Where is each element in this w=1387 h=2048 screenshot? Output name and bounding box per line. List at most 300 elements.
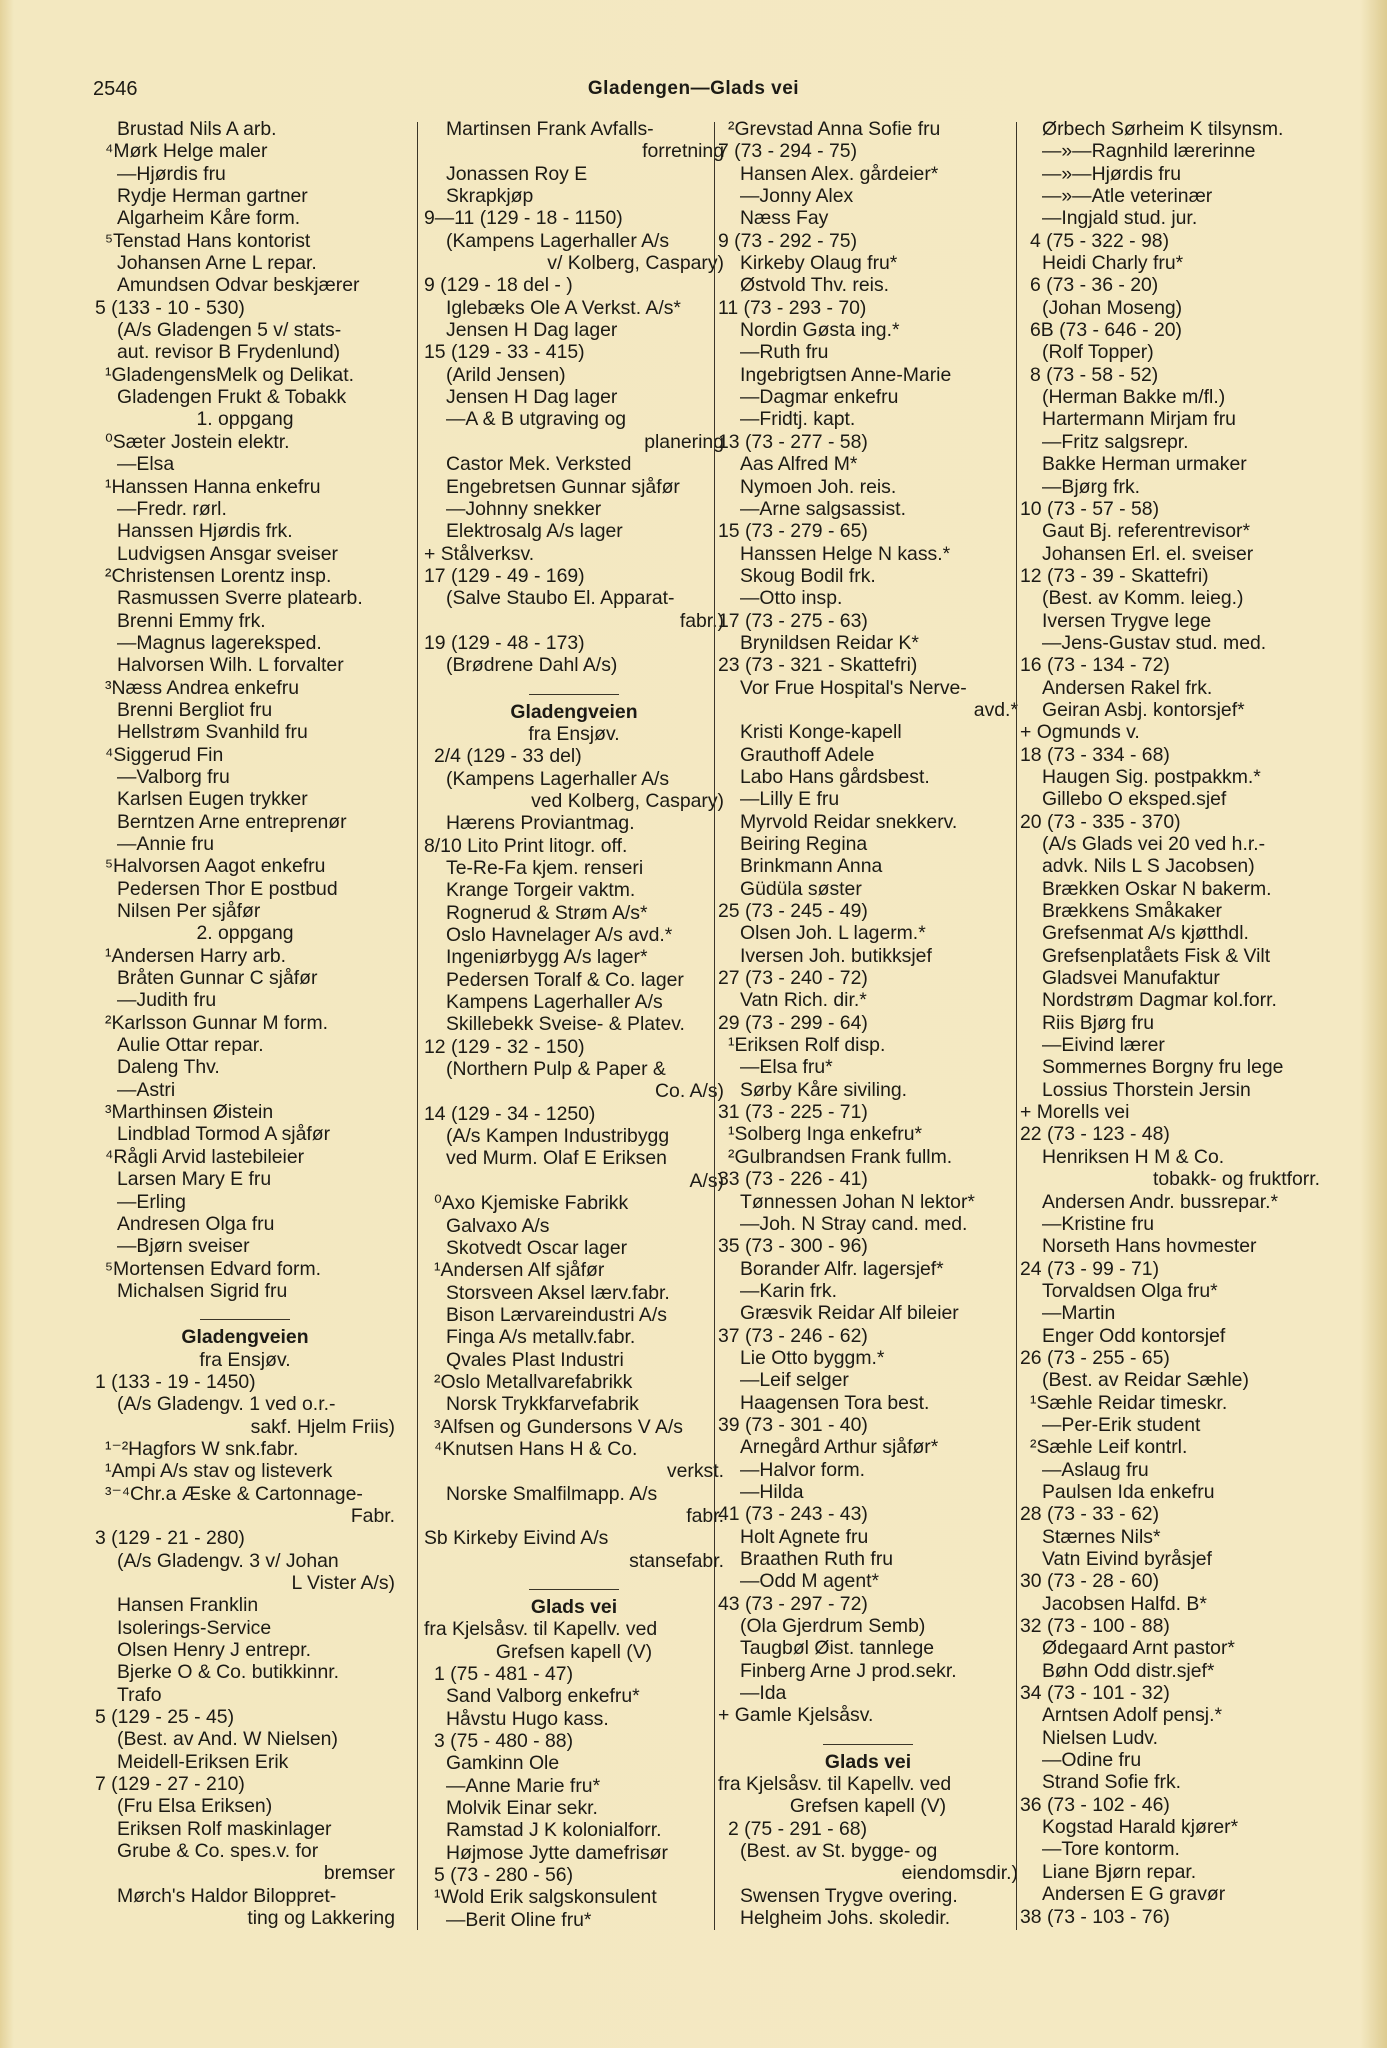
directory-entry: ²Karlsson Gunnar M form. [105,1011,329,1034]
directory-entry: Ødegaard Arnt pastor* [1042,1637,1235,1660]
directory-entry: —Ida [740,1682,787,1705]
directory-entry: L Vister A/s) [291,1572,395,1594]
directory-entry: —Ingjald stud. jur. [1042,207,1198,230]
directory-entry: —A & B utgraving og [446,408,627,431]
directory-entry: Brinkmann Anna [740,855,883,878]
directory-entry: Johansen Arne L repar. [117,252,317,275]
directory-entry: 12 (129 - 32 - 150) [424,1035,585,1058]
directory-entry: ¹⁻²Hagfors W snk.fabr. [105,1437,299,1460]
directory-entry: 22 (73 - 123 - 48) [1020,1123,1170,1146]
directory-entry: —Johnny snekker [446,497,602,520]
directory-entry: (Best. av Komm. leieg.) [1042,587,1244,610]
directory-entry: 4 (75 - 322 - 98) [1030,229,1170,252]
directory-entry: Braathen Ruth fru [740,1548,894,1570]
directory-entry: Berntzen Arne entreprenør [117,810,347,833]
directory-entry: fabr.) [679,609,724,632]
directory-entry: ³⁻⁴Chr.a Æske & Cartonnage- [105,1482,363,1505]
directory-entry: 2 (75 - 291 - 68) [728,1817,868,1840]
directory-entry: Nordin Gøsta ing.* [740,319,900,342]
directory-entry: Hansen Alex. gårdeier* [740,162,939,185]
directory-entry: Brækken Oskar N bakerm. [1042,877,1272,900]
directory-entry: Heidi Charly fru* [1042,252,1184,275]
directory-entry: —Valborg fru [117,765,230,788]
directory-entry: Myrvold Reidar snekkerv. [740,810,958,833]
directory-entry: Ingebrigtsen Anne-Marie [740,363,952,386]
directory-entry: ⁵Halvorsen Aagot enkefru [105,855,326,878]
street-heading: Gladengveien [181,1326,309,1349]
directory-entry: Ørbech Sørheim K tilsynsm. [1042,118,1284,140]
directory-entry: —Anne Marie fru* [446,1774,601,1797]
directory-entry: ¹Wold Erik salgskonsulent [434,1886,657,1909]
directory-entry: Vatn Rich. dir.* [740,989,867,1012]
directory-entry: Jensen H Dag lager [446,386,618,409]
directory-entry: —Arne salgsassist. [740,497,906,520]
directory-entry: —Joh. N Stray cand. med. [740,1212,968,1235]
directory-entry: 33 (73 - 226 - 41) [718,1168,868,1191]
directory-entry: 11 (73 - 293 - 70) [718,296,867,319]
column-separator [1016,122,1017,1930]
directory-entry: 8 (73 - 58 - 52) [1030,363,1159,386]
directory-entry: ¹Hanssen Hanna enkefru [105,475,321,498]
section-rule [95,1312,395,1326]
directory-entry: v/ Kolberg, Caspary) [547,252,724,275]
directory-entry: 5 (129 - 25 - 45) [95,1706,235,1729]
directory-entry: Grefsen kapell (V) [495,1640,653,1663]
directory-entry: Vor Frue Hospital's Nerve- [740,676,967,699]
directory-entry: ⁵Tenstad Hans kontorist [105,229,311,252]
directory-column-2 [424,118,724,1931]
directory-entry: Amundsen Odvar beskjærer [117,274,360,297]
directory-entry: 5 (133 - 10 - 530) [95,296,245,319]
directory-entry: 6 (73 - 36 - 20) [1030,274,1159,297]
directory-entry: (Best. av St. bygge- og [740,1840,938,1863]
directory-entry: + Morells vei [1020,1101,1130,1124]
directory-entry: ⁴Rågli Arvid lastebileier [105,1145,305,1168]
directory-entry: Ingeniørbygg A/s lager* [446,946,648,969]
directory-entry: 17 (73 - 275 - 63) [718,609,868,632]
directory-entry: Græsvik Reidar Alf bileier [740,1302,959,1325]
directory-entry: Kirkeby Olaug fru* [740,252,898,275]
directory-entry: aut. revisor B Frydenlund) [117,341,341,364]
directory-entry: —Fridtj. kapt. [740,408,856,431]
directory-entry: Larsen Mary E fru [117,1168,272,1191]
directory-column-4 [1020,118,1320,1928]
directory-entry: Holt Agnete fru [740,1525,869,1548]
spacer [424,677,724,687]
directory-entry: Nilsen Per sjåfør [117,900,261,923]
directory-entry: —Fredr. rørl. [117,497,227,520]
directory-entry: Lie Otto byggm.* [740,1346,885,1369]
directory-entry: Norseth Hans hovmester [1042,1235,1257,1258]
directory-entry: 6B (73 - 646 - 20) [1030,319,1182,342]
directory-entry: fra Kjelsåsv. til Kapellv. ved [424,1618,658,1641]
directory-entry: ⁰Axo Kjemiske Fabrikk [434,1192,629,1215]
directory-entry: Haugen Sig. postpakkm.* [1042,765,1261,788]
directory-entry: stansefabr. [629,1549,724,1572]
directory-entry: Hartermann Mirjam fru [1042,408,1236,431]
directory-entry: Grefsenplatåets Fisk & Vilt [1042,944,1271,967]
section-rule [424,687,724,701]
directory-entry: 32 (73 - 100 - 88) [1020,1615,1170,1638]
directory-entry: Bison Lærvareindustri A/s [446,1303,667,1326]
page-title: Gladengen—Glads vei [587,78,800,99]
directory-entry: —Bjørg frk. [1042,475,1141,498]
directory-entry: Rydje Herman gartner [117,185,308,208]
directory-entry: 1 (75 - 481 - 47) [434,1663,574,1686]
directory-entry: fra Kjelsåsv. til Kapellv. ved [718,1773,952,1796]
directory-entry: tobakk- og fruktforr. [1152,1168,1320,1191]
directory-entry: Skotvedt Oscar lager [446,1236,628,1259]
directory-entry: —Hilda [740,1480,804,1503]
directory-entry: 3 (75 - 480 - 88) [434,1730,574,1753]
directory-entry: Isolerings-Service [117,1616,272,1639]
directory-entry: ²Grevstad Anna Sofie fru [728,118,941,140]
directory-entry: (Arild Jensen) [446,363,566,386]
directory-entry: ²Christensen Lorentz insp. [105,564,332,587]
directory-entry: fra Ensjøv. [199,1348,291,1371]
directory-entry: (Salve Staubo El. Apparat- [446,587,675,610]
directory-entry: Vatn Eivind byråsjef [1042,1548,1212,1570]
directory-entry: Arntsen Adolf pensj.* [1042,1704,1223,1727]
directory-entry: sakf. Hjelm Friis) [250,1415,395,1438]
directory-entry: forretning [642,140,724,163]
directory-entry: —Lilly E fru [740,788,840,811]
directory-entry: fabr. [686,1504,724,1527]
directory-entry: (Johan Moseng) [1042,296,1183,319]
directory-entry: Nielsen Ludv. [1042,1726,1159,1749]
directory-entry: Norsk Trykkfarvefabrik [446,1393,639,1416]
directory-entry: Güdüla søster [740,877,862,900]
directory-entry: ⁴Knutsen Hans H & Co. [434,1437,638,1460]
directory-entry: Iglebæks Ole A Verkst. A/s* [446,296,681,319]
directory-entry: 10 (73 - 57 - 58) [1020,497,1160,520]
directory-entry: —Erling [117,1190,186,1213]
directory-entry: eiendomsdir.) [901,1862,1018,1885]
directory-entry: Galvaxo A/s [446,1214,550,1237]
directory-entry: —Hjørdis fru [117,162,226,185]
directory-entry: A/s) [689,1169,724,1192]
directory-column-3 [718,118,1018,1930]
directory-entry: ⁴Siggerud Fin [105,743,224,766]
directory-entry: 8/10 Lito Print litogr. off. [424,834,628,857]
directory-entry: —Berit Oline fru* [446,1908,592,1931]
directory-entry: Pedersen Thor E postbud [117,877,338,900]
directory-entry: 36 (73 - 102 - 46) [1020,1793,1170,1816]
directory-entry: Iversen Trygve lege [1042,609,1212,632]
directory-entry: 13 (73 - 277 - 58) [718,430,868,453]
directory-entry: Engebretsen Gunnar sjåfør [446,475,680,498]
directory-entry: 34 (73 - 101 - 32) [1020,1682,1170,1705]
directory-entry: ³Alfsen og Gundersons V A/s [434,1415,683,1438]
directory-entry: Karlsen Eugen trykker [117,788,308,811]
directory-entry: Grauthoff Adele [740,743,875,766]
directory-entry: —Odd M agent* [740,1570,880,1593]
directory-entry: Sommernes Borgny fru lege [1042,1056,1284,1079]
directory-entry: 26 (73 - 255 - 65) [1020,1346,1170,1369]
directory-entry: —Fritz salgsrepr. [1042,430,1189,453]
directory-entry: Hansen Franklin [117,1594,259,1617]
directory-entry: advk. Nils L S Jacobsen) [1042,855,1255,878]
spacer [424,1572,724,1582]
directory-entry: —Bjørn sveiser [117,1235,250,1258]
directory-entry: 38 (73 - 103 - 76) [1020,1905,1170,1928]
directory-entry: bremser [323,1862,395,1885]
directory-entry: (Best. av Reidar Sæhle) [1042,1369,1249,1392]
directory-entry: Torvaldsen Olga fru* [1042,1279,1218,1302]
directory-entry: —Ruth fru [740,341,829,364]
directory-entry: —Dagmar enkefru [740,386,899,409]
directory-entry: —Kristine fru [1042,1212,1155,1235]
directory-entry: Fabr. [350,1504,395,1527]
section-rule [424,1582,724,1596]
directory-entry: (A/s Kampen Industribygg [446,1125,670,1148]
directory-entry: Sørby Kåre siviling. [740,1078,908,1101]
directory-entry: —Otto insp. [740,587,843,610]
directory-entry: 9—11 (129 - 18 - 1150) [424,207,623,230]
directory-entry: —Halvor form. [740,1458,865,1481]
directory-entry: 43 (73 - 297 - 72) [718,1592,868,1615]
directory-entry: 17 (129 - 49 - 169) [424,564,585,587]
directory-entry: 29 (73 - 299 - 64) [718,1011,868,1034]
directory-entry: 1 (133 - 19 - 1450) [95,1370,256,1393]
directory-entry: Brækkens Småkaker [1042,900,1222,923]
directory-entry: Bråten Gunnar C sjåfør [117,967,318,990]
directory-entry: Sb Kirkeby Eivind A/s [424,1527,609,1550]
directory-entry: Kristi Konge-kapell [740,721,902,744]
directory-entry: (A/s Gladengv. 3 v/ Johan [117,1549,339,1572]
directory-entry: Arnegård Arthur sjåfør* [740,1436,939,1459]
directory-entry: Sand Valborg enkefru* [446,1685,640,1708]
directory-entry: Hanssen Helge N kass.* [740,542,951,565]
directory-entry: ⁵Mortensen Edvard form. [105,1257,322,1280]
directory-entry: Olsen Henry J entrepr. [117,1639,311,1662]
directory-entry: —Judith fru [117,989,217,1012]
directory-entry: Gillebo O eksped.sjef [1042,788,1227,811]
directory-entry: Hanssen Hjørdis frk. [117,520,293,543]
directory-entry: (A/s Glads vei 20 ved h.r.- [1042,833,1266,855]
directory-entry: Skoug Bodil frk. [740,564,876,587]
directory-entry: 9 (73 - 292 - 75) [718,229,858,252]
directory-entry: 35 (73 - 300 - 96) [718,1235,868,1258]
directory-entry: ¹Andersen Harry arb. [105,944,287,967]
directory-entry: Eriksen Rolf maskinlager [117,1817,332,1840]
column-separator [417,122,418,1930]
directory-entry: Strand Sofie frk. [1042,1771,1182,1794]
street-heading: Glads vei [824,1750,912,1773]
directory-entry: (Kampens Lagerhaller A/s [446,229,670,252]
directory-entry: —Elsa [117,453,175,476]
directory-entry: 2. oppgang [196,922,294,945]
directory-entry: —»—Ragnhild lærerinne [1042,140,1256,163]
directory-entry: + Stålverksv. [424,542,535,565]
directory-entry: —»—Hjørdis fru [1042,162,1181,185]
directory-entry: ved Murm. Olaf E Eriksen [446,1147,667,1170]
directory-entry: Brustad Nils A arb. [117,118,277,140]
directory-entry: Brenni Emmy frk. [117,609,266,632]
directory-entry: Haagensen Tora best. [740,1391,930,1414]
directory-entry: —»—Atle veterinær [1042,185,1213,208]
directory-entry: Håvstu Hugo kass. [446,1707,609,1730]
directory-entry: (Northern Pulp & Paper & [446,1058,666,1081]
directory-entry: Elektrosalg A/s lager [446,520,623,543]
directory-entry: —Elsa fru* [740,1056,833,1079]
directory-entry: 15 (129 - 33 - 415) [424,341,585,364]
directory-entry: Andersen Andr. bussrepar.* [1042,1190,1279,1213]
directory-entry: Lindblad Tormod A sjåfør [117,1123,331,1146]
directory-entry: Bøhn Odd distr.sjef* [1042,1659,1215,1682]
directory-entry: ¹Andersen Alf sjåfør [434,1259,605,1282]
page-number: 2546 [93,78,138,100]
street-heading: Gladengveien [510,700,638,723]
directory-entry: Jacobsen Halfd. B* [1042,1592,1207,1615]
directory-entry: Finberg Arne J prod.sekr. [740,1659,957,1682]
directory-entry: 16 (73 - 134 - 72) [1020,654,1170,677]
directory-entry: Aulie Ottar repar. [117,1034,264,1057]
directory-entry: Bjerke O & Co. butikkinnr. [117,1661,340,1684]
directory-entry: Mørch's Haldor Biloppret- [117,1884,337,1907]
directory-entry: Gamkinn Ole [446,1752,560,1775]
directory-entry: Paulsen Ida enkefru [1042,1480,1215,1503]
directory-entry: —Martin [1042,1302,1116,1325]
directory-entry: —Per-Erik student [1042,1413,1201,1436]
directory-entry: Rognerud & Strøm A/s* [446,901,648,924]
directory-entry: Meidell-Eriksen Erik [117,1750,289,1773]
directory-entry: ¹Sæhle Reidar timeskr. [1030,1391,1228,1414]
directory-entry: 30 (73 - 28 - 60) [1020,1570,1160,1593]
directory-entry: Daleng Thv. [117,1056,220,1079]
directory-entry: 39 (73 - 301 - 40) [718,1413,868,1436]
column-separator [714,122,715,1930]
directory-entry: —Jens-Gustav stud. med. [1042,631,1267,654]
directory-entry: Skillebekk Sveise- & Platev. [446,1013,685,1036]
directory-entry: Qvales Plast Industri [446,1348,624,1371]
directory-entry: —Aslaug fru [1042,1458,1149,1481]
directory-entry: 3 (129 - 21 - 280) [95,1527,245,1550]
directory-entry: Ludvigsen Ansgar sveiser [117,542,338,565]
directory-entry: Oslo Havnelager A/s avd.* [446,924,673,947]
directory-entry: Halvorsen Wilh. L forvalter [117,654,344,677]
directory-entry: Ramstad J K kolonialforr. [446,1819,662,1842]
directory-entry: 19 (129 - 48 - 173) [424,631,585,654]
directory-entry: —Astri [117,1078,176,1101]
directory-entry: Nymoen Joh. reis. [740,475,897,498]
directory-entry: Gaut Bj. referentrevisor* [1042,520,1250,543]
directory-entry: ved Kolberg, Caspary) [531,789,724,812]
directory-entry: Østvold Thv. reis. [740,274,890,297]
directory-entry: (A/s Gladengv. 1 ved o.r.- [117,1393,336,1416]
directory-entry: Kampens Lagerhaller A/s [446,991,663,1014]
directory-entry: 41 (73 - 243 - 43) [718,1503,868,1526]
directory-entry: Jonassen Roy E [446,162,588,185]
directory-entry: Henriksen H M & Co. [1042,1145,1225,1168]
directory-entry: + Gamle Kjelsåsv. [718,1704,874,1727]
directory-entry: 1. oppgang [196,408,294,431]
directory-entry: Trafo [117,1683,162,1706]
directory-entry: —Annie fru [117,833,215,855]
directory-entry: Swensen Trygve overing. [740,1884,958,1907]
directory-entry: ²Sæhle Leif kontrl. [1030,1436,1188,1459]
directory-entry: Bakke Herman urmaker [1042,453,1247,476]
directory-entry: —Karin frk. [740,1279,837,1302]
directory-entry: ting og Lakkering [247,1907,395,1930]
directory-entry: (Brødrene Dahl A/s) [446,654,618,677]
directory-entry: Johansen Erl. el. sveiser [1042,542,1254,565]
directory-entry: 27 (73 - 240 - 72) [718,967,868,990]
directory-entry: 14 (129 - 34 - 1250) [424,1102,596,1125]
directory-entry: ⁴Mørk Helge maler [105,140,268,163]
directory-entry: Næss Fay [740,207,829,230]
directory-entry: —Leif selger [740,1369,849,1392]
directory-entry: 12 (73 - 39 - Skattefri) [1020,564,1209,587]
directory-entry: Brenni Bergliot fru [117,698,273,721]
directory-entry: Tønnessen Johan N lektor* [740,1190,975,1213]
directory-entry: (Kampens Lagerhaller A/s [446,767,670,790]
directory-entry: ¹Eriksen Rolf disp. [728,1034,886,1057]
directory-entry: Gladsvei Manufaktur [1042,967,1220,990]
directory-entry: fra Ensjøv. [528,722,620,745]
page-header [0,78,1387,108]
directory-entry: Skrapkjøp [446,185,534,208]
directory-entry: Rasmussen Sverre platearb. [117,587,363,610]
directory-entry: 31 (73 - 225 - 71) [718,1101,868,1124]
directory-entry: ²Oslo Metallvarefabrikk [434,1370,633,1393]
directory-entry: Geiran Asbj. kontorsjef* [1042,698,1245,721]
directory-entry: ¹GladengensMelk og Delikat. [105,363,354,386]
directory-entry: ³Marthinsen Øistein [105,1101,274,1124]
directory-entry: Brynildsen Reidar K* [740,631,919,654]
directory-entry: Kogstad Harald kjører* [1042,1816,1239,1839]
directory-entry: 5 (73 - 280 - 56) [434,1864,574,1887]
directory-entry: 20 (73 - 335 - 370) [1020,810,1181,833]
directory-entry: Taugbøl Øist. tannlege [740,1637,935,1660]
directory-entry: Helgheim Johs. skoledir. [740,1907,951,1930]
directory-entry: Algarheim Kåre form. [117,207,301,230]
directory-entry: (Fru Elsa Eriksen) [117,1795,273,1818]
directory-entry: Beiring Regina [740,833,868,855]
directory-entry: Molvik Einar sekr. [446,1797,598,1820]
directory-entry: Grube & Co. spes.v. for [117,1840,319,1863]
directory-entry: Aas Alfred M* [740,453,858,476]
directory-entry: 7 (73 - 294 - 75) [718,140,858,163]
directory-entry: Gladengen Frukt & Tobakk [117,386,347,409]
directory-entry: Te-Re-Fa kjem. renseri [446,857,644,879]
directory-entry: avd.* [973,698,1018,721]
directory-entry: (A/s Gladengen 5 v/ stats- [117,319,342,342]
directory-entry: Riis Bjørg fru [1042,1011,1155,1034]
directory-entry: Grefsenmat A/s kjøtthdl. [1042,922,1249,945]
directory-entry: Michalsen Sigrid fru [117,1279,288,1302]
directory-entry: Labo Hans gårdsbest. [740,765,930,788]
directory-entry: 7 (129 - 27 - 210) [95,1773,245,1796]
directory-entry: —Magnus lagereksped. [117,631,322,654]
directory-entry: ¹Ampi A/s stav og listeverk [105,1460,333,1483]
directory-entry: Finga A/s metallv.fabr. [446,1326,636,1349]
directory-entry: 24 (73 - 99 - 71) [1020,1257,1160,1280]
directory-entry: —Jonny Alex [740,185,854,208]
spacer [95,1302,395,1312]
directory-entry: 18 (73 - 334 - 68) [1020,743,1170,766]
directory-entry: verkst. [666,1460,724,1483]
section-rule [718,1737,1018,1751]
directory-entry: Hærens Proviantmag. [446,812,635,835]
directory-column-1 [95,118,395,1930]
directory-entry: Andersen E G gravør [1042,1883,1226,1906]
directory-entry: ¹Solberg Inga enkefru* [728,1123,923,1146]
directory-entry: ⁰Sæter Jostein elektr. [105,430,290,453]
directory-entry: Liane Bjørn repar. [1042,1860,1197,1883]
directory-entry: Andersen Rakel frk. [1042,676,1213,699]
directory-entry: Enger Odd kontorsjef [1042,1324,1226,1347]
